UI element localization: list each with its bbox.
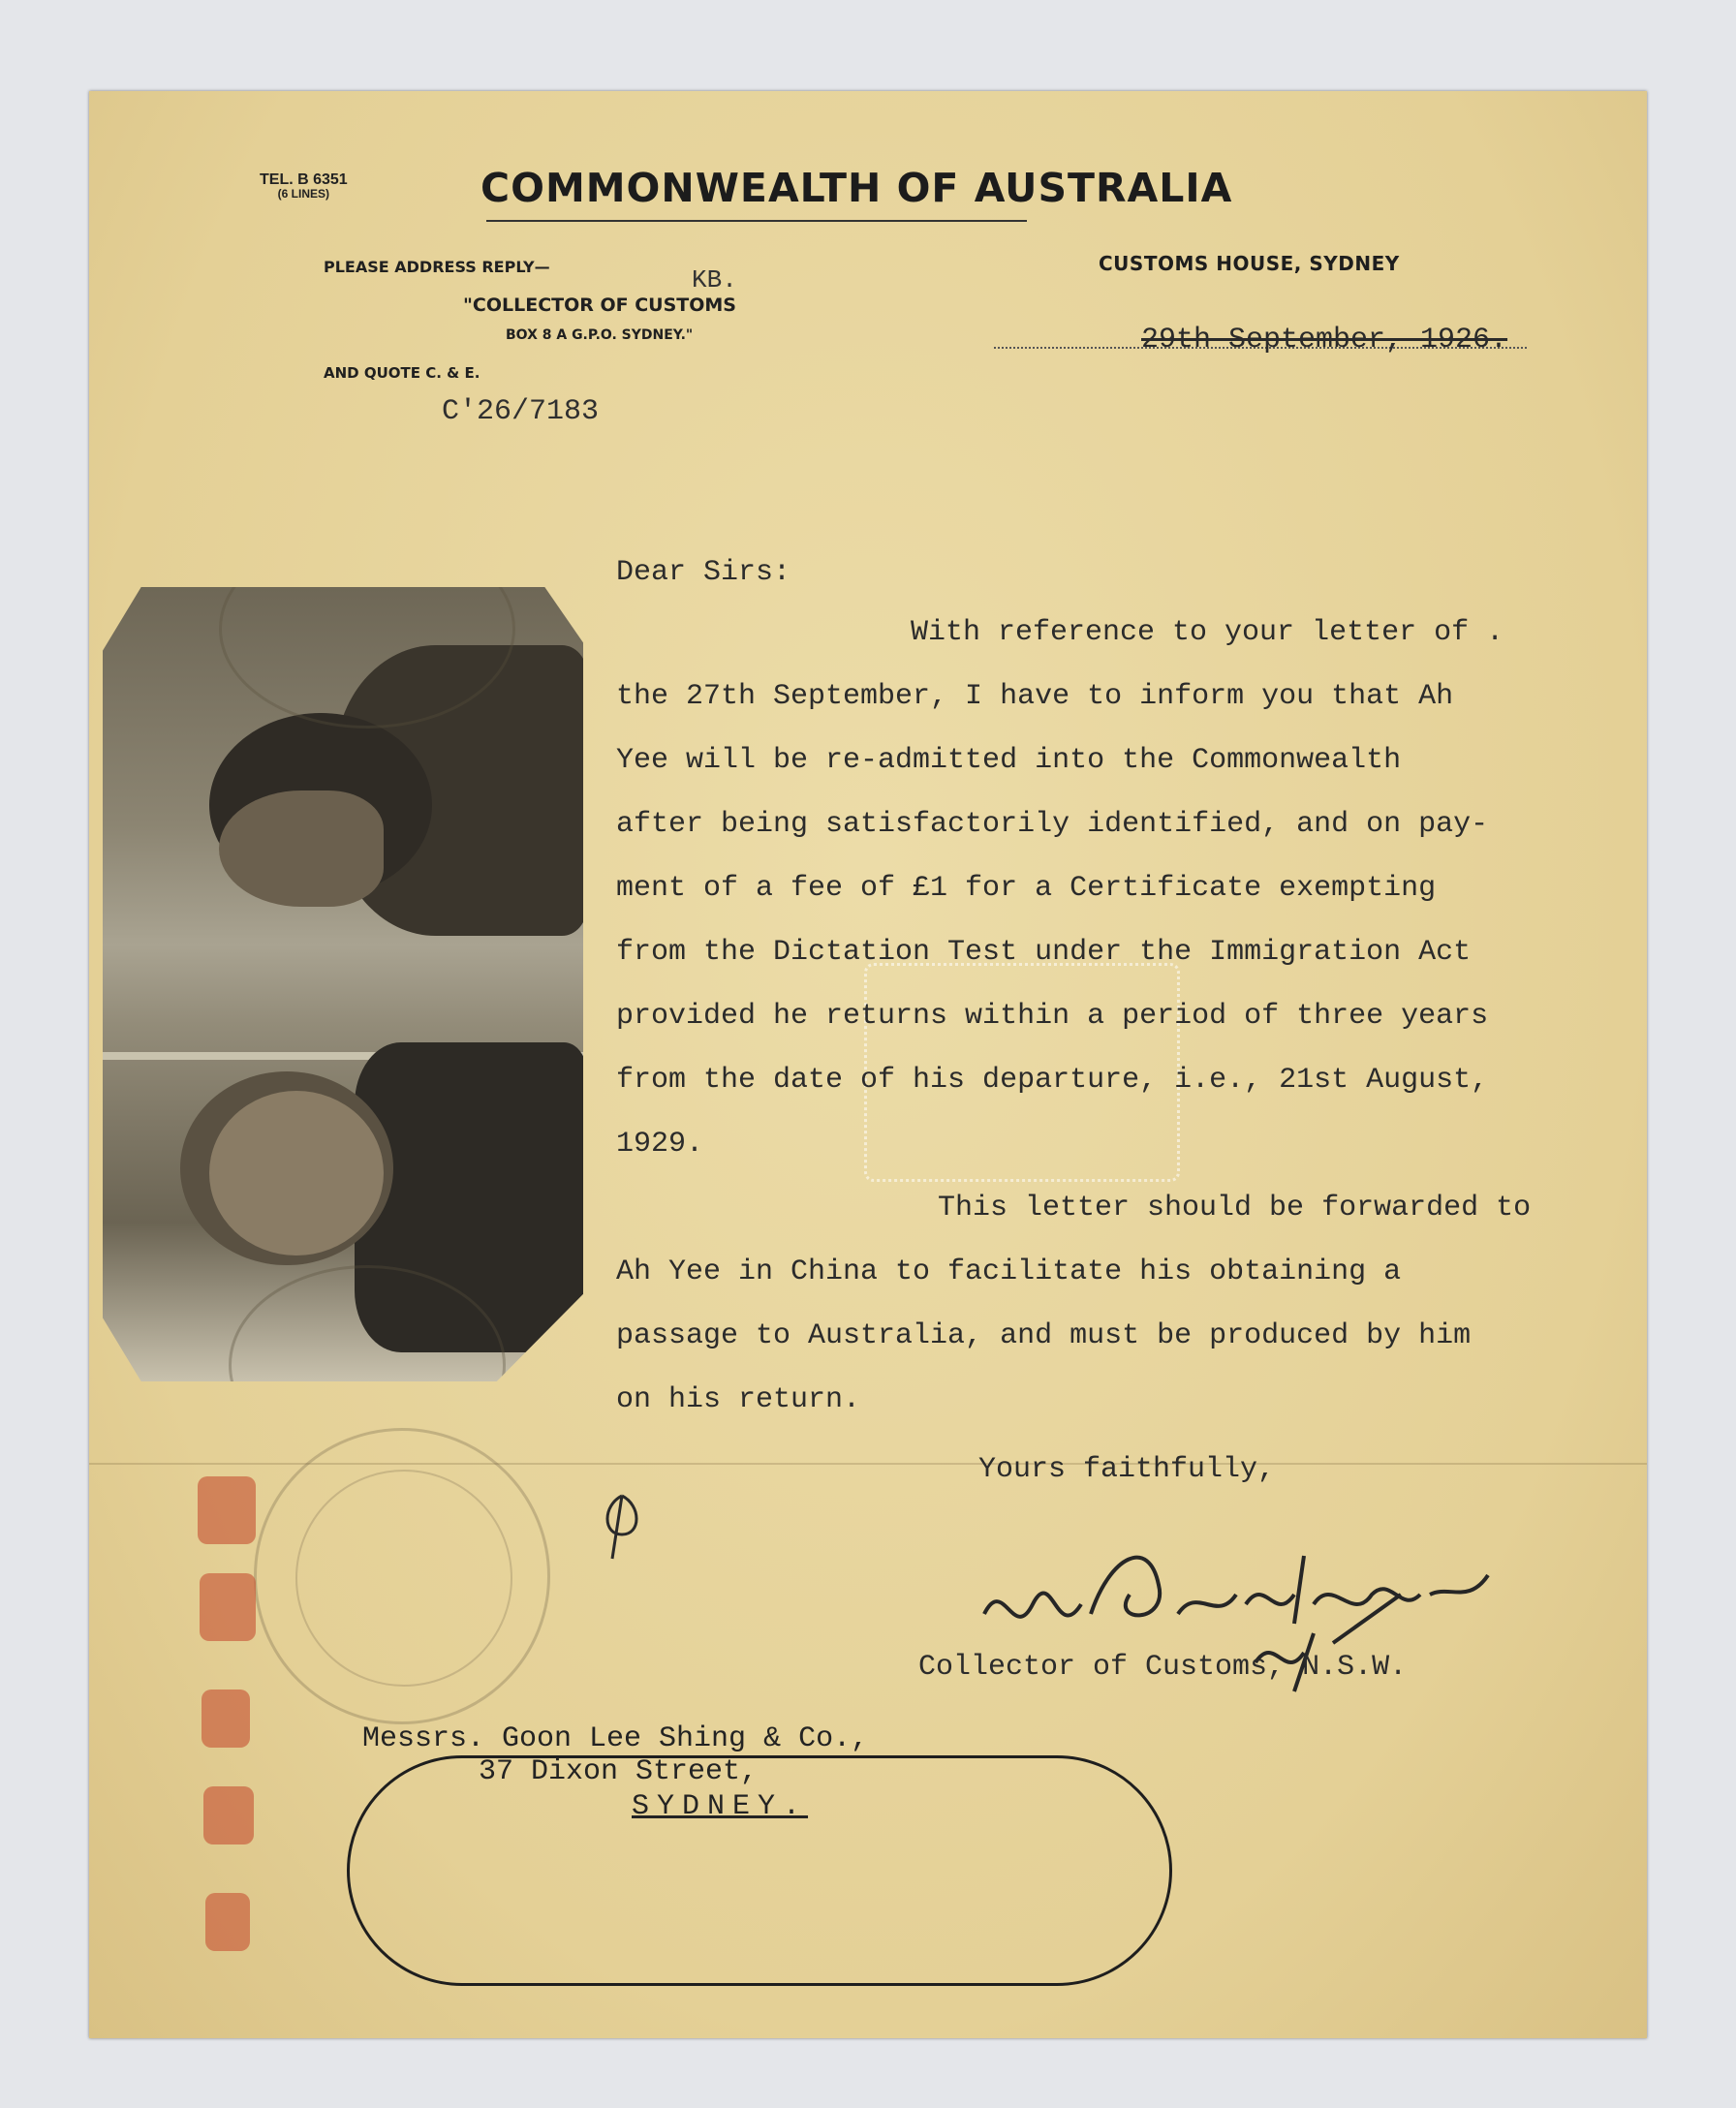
seal-impression-top <box>219 529 515 728</box>
paragraph1-line: from the date of his departure, i.e., 21st August, <box>616 1064 1489 1097</box>
paragraph1-line: from the Dictation Test under the Immigration Act <box>616 936 1472 969</box>
paragraph2-line: Ah Yee in China to facilitate his obtaining a <box>616 1256 1402 1288</box>
telephone-block <box>260 172 348 202</box>
paragraph1-line: With reference to your letter of . <box>911 616 1504 649</box>
paragraph1-line: the 27th September, I have to inform you that Ah <box>616 680 1454 713</box>
reference-number: C'26/7183 <box>442 395 600 428</box>
portrait-profile-face <box>219 790 384 907</box>
letter-date: 29th September, 1926. <box>1141 324 1508 356</box>
paragraph1-line: ment of a fee of £1 for a Certificate exempting <box>616 872 1437 905</box>
paragraph2-line: on his return. <box>616 1383 861 1416</box>
box-address: BOX 8 A G.P.O. SYDNEY." <box>506 327 694 343</box>
collector-address: "COLLECTOR OF CUSTOMS <box>463 294 736 316</box>
paragraph1-line: provided he returns within a period of three years <box>616 1000 1489 1033</box>
addressee-line-3: SYDNEY. <box>632 1790 809 1823</box>
paragraph1-line: after being satisfactorily identified, and on pay- <box>616 808 1489 841</box>
letterhead-title: COMMONWEALTH OF AUSTRALIA <box>480 165 1233 211</box>
addressee-line-1: Messrs. Goon Lee Shing & Co., <box>362 1722 869 1755</box>
quote-label: AND QUOTE C. & E. <box>324 364 480 382</box>
title-underline <box>486 220 1027 222</box>
portrait-front-face <box>209 1091 384 1256</box>
addressee-line-2: 37 Dixon Street, <box>479 1755 759 1788</box>
customs-seal-inner <box>295 1470 512 1687</box>
salutation: Dear Sirs: <box>616 556 791 589</box>
customs-seal-stamp <box>254 1428 550 1724</box>
identity-photographs <box>103 587 583 1381</box>
chinese-chop-marks <box>186 1467 273 2029</box>
customs-house-label: CUSTOMS HOUSE, SYDNEY <box>1099 252 1400 275</box>
paragraph1-line: Yee will be re-admitted into the Commonwealth <box>616 744 1402 777</box>
signatory-title: Collector of Customs, N.S.W. <box>918 1651 1408 1684</box>
address-reply-label: PLEASE ADDRESS REPLY— <box>324 258 550 276</box>
handwritten-initial-mark <box>593 1486 651 1564</box>
paragraph2-line: passage to Australia, and must be produced by him <box>616 1319 1472 1352</box>
tel-number: TEL. B 6351 <box>260 171 348 188</box>
paragraph2-line: This letter should be forwarded to <box>938 1192 1532 1224</box>
closing: Yours faithfully, <box>978 1453 1276 1486</box>
paragraph1-line: 1929. <box>616 1128 704 1161</box>
initials-annotation: KB. <box>692 265 737 294</box>
signature <box>965 1498 1507 1730</box>
tel-lines: (6 LINES) <box>277 187 330 201</box>
